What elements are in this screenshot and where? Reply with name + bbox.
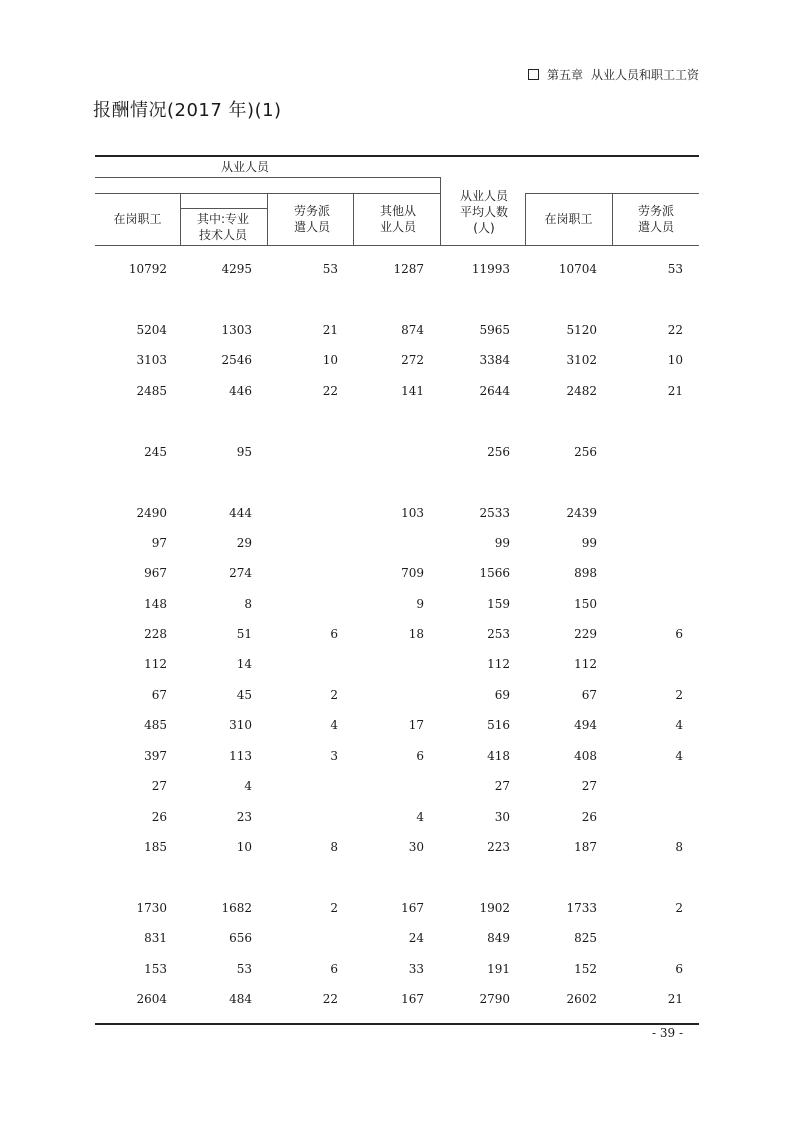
table-row [95, 688, 699, 706]
table-cell: 153 [144, 962, 167, 976]
table-row [95, 962, 699, 980]
table-cell: 1303 [221, 323, 252, 337]
table-cell: 30 [494, 810, 510, 824]
table-cell: 245 [144, 445, 167, 459]
table-cell: 874 [401, 323, 424, 337]
table-cell: 2602 [566, 992, 597, 1006]
table-cell: 6 [330, 627, 338, 641]
table-row [95, 840, 699, 858]
table-cell: 185 [144, 840, 167, 854]
table-cell: 256 [574, 445, 597, 459]
column-divider [353, 193, 354, 245]
table-row [95, 749, 699, 767]
table-cell: 22 [322, 384, 338, 398]
table-cell: 516 [487, 718, 510, 732]
table-cell: 17 [408, 718, 424, 732]
table-cell: 8 [330, 840, 338, 854]
table-row [95, 597, 699, 615]
table-cell: 69 [494, 688, 510, 702]
table-cell: 709 [401, 566, 424, 580]
table-cell: 24 [408, 931, 424, 945]
table-row [95, 384, 699, 402]
table-cell: 167 [401, 901, 424, 915]
running-header [528, 66, 699, 83]
table-cell: 21 [322, 323, 338, 337]
table-cell: 33 [408, 962, 424, 976]
table-cell: 26 [151, 810, 167, 824]
table-top-rule [95, 155, 699, 157]
table-bottom-rule [95, 1023, 699, 1025]
table-cell: 4 [330, 718, 338, 732]
table-cell: 3 [330, 749, 338, 763]
table-cell: 494 [574, 718, 597, 732]
column-header: 其他从 业人员 [379, 204, 416, 234]
table-cell: 45 [236, 688, 252, 702]
table-row [95, 323, 699, 341]
table-cell: 67 [581, 688, 597, 702]
table-cell: 256 [487, 445, 510, 459]
table-cell: 141 [401, 384, 424, 398]
table-cell: 159 [487, 597, 510, 611]
table-cell: 27 [151, 779, 167, 793]
table-cell: 152 [574, 962, 597, 976]
table-cell: 9 [416, 597, 424, 611]
table-cell: 1733 [566, 901, 597, 915]
table-cell: 53 [236, 962, 252, 976]
table-cell: 229 [574, 627, 597, 641]
table-row [95, 566, 699, 584]
table-cell: 2533 [479, 506, 510, 520]
table-cell: 30 [408, 840, 424, 854]
table-cell: 2546 [221, 353, 252, 367]
table-row [95, 536, 699, 554]
section-label: 从业人员和职工工资 [590, 68, 699, 82]
table-cell: 22 [667, 323, 683, 337]
table-cell: 831 [144, 931, 167, 945]
table-cell: 898 [574, 566, 597, 580]
table-cell: 4 [244, 779, 252, 793]
table-cell: 3384 [479, 353, 510, 367]
table-cell: 2439 [566, 506, 597, 520]
table-cell: 6 [675, 962, 683, 976]
column-divider [440, 177, 441, 245]
column-header: 从业人员 平均人数 (人) [459, 188, 508, 235]
table-cell: 27 [581, 779, 597, 793]
table-cell: 1682 [221, 901, 252, 915]
table-cell: 656 [229, 931, 252, 945]
table-cell: 4 [675, 749, 683, 763]
table-cell: 408 [574, 749, 597, 763]
column-header: 劳务派 遣人员 [293, 204, 330, 234]
table-cell: 3102 [566, 353, 597, 367]
table-cell: 29 [236, 536, 252, 550]
table-cell: 6 [675, 627, 683, 641]
table-cell: 2 [330, 901, 338, 915]
table-cell: 8 [244, 597, 252, 611]
table-row [95, 779, 699, 797]
page-title: 报酬情况(2017 年)(1) [93, 100, 282, 121]
table-row [95, 718, 699, 736]
table-cell: 112 [144, 657, 167, 671]
table-row [95, 353, 699, 371]
table-cell: 2644 [479, 384, 510, 398]
table-cell: 10 [667, 353, 683, 367]
table-cell: 310 [229, 718, 252, 732]
column-divider [267, 193, 268, 245]
header-rule [95, 177, 440, 178]
table-cell: 10 [236, 840, 252, 854]
square-icon [528, 69, 539, 80]
table-row [95, 992, 699, 1010]
table-cell: 5120 [566, 323, 597, 337]
table-cell: 5204 [136, 323, 167, 337]
table-cell: 112 [487, 657, 510, 671]
table-cell: 446 [229, 384, 252, 398]
table-cell: 228 [144, 627, 167, 641]
table-row [95, 901, 699, 919]
table-row [95, 506, 699, 524]
column-header: 劳务派 遣人员 [637, 204, 674, 234]
table-cell: 22 [322, 992, 338, 1006]
table-cell: 2 [675, 901, 683, 915]
chapter-label: 第五章 [546, 68, 583, 82]
table-cell: 99 [494, 536, 510, 550]
table-cell: 6 [330, 962, 338, 976]
table-cell: 1287 [393, 262, 424, 276]
table-cell: 99 [581, 536, 597, 550]
table-cell: 10792 [128, 262, 167, 276]
table-cell: 67 [151, 688, 167, 702]
table-cell: 95 [236, 445, 252, 459]
table-cell: 150 [574, 597, 597, 611]
sub-header-rule [180, 208, 267, 209]
table-cell: 4 [416, 810, 424, 824]
table-cell: 21 [667, 384, 683, 398]
table-cell: 1566 [479, 566, 510, 580]
table-row [95, 657, 699, 675]
table-cell: 6 [416, 749, 424, 763]
table-cell: 112 [574, 657, 597, 671]
table-cell: 14 [236, 657, 252, 671]
table-cell: 2485 [136, 384, 167, 398]
table-cell: 187 [574, 840, 597, 854]
table-cell: 825 [574, 931, 597, 945]
table-cell: 5965 [479, 323, 510, 337]
table-cell: 3103 [136, 353, 167, 367]
table-cell: 223 [487, 840, 510, 854]
table-cell: 113 [229, 749, 252, 763]
table-cell: 103 [401, 506, 424, 520]
table-cell: 2604 [136, 992, 167, 1006]
table-cell: 397 [144, 749, 167, 763]
table-cell: 21 [667, 992, 683, 1006]
table-cell: 191 [487, 962, 510, 976]
table-cell: 97 [151, 536, 167, 550]
table-cell: 51 [236, 627, 252, 641]
column-header: 在岗职工 [544, 212, 593, 226]
table-cell: 53 [667, 262, 683, 276]
table-cell: 272 [401, 353, 424, 367]
table-cell: 418 [487, 749, 510, 763]
table-row [95, 810, 699, 828]
header-bottom-rule [95, 245, 699, 246]
table-cell: 2 [675, 688, 683, 702]
table-cell: 8 [675, 840, 683, 854]
table-cell: 4 [675, 718, 683, 732]
table-cell: 10704 [558, 262, 597, 276]
table-cell: 1902 [479, 901, 510, 915]
table-cell: 167 [401, 992, 424, 1006]
column-divider [612, 193, 613, 245]
column-header: 其中:专业 技术人员 [196, 211, 250, 242]
table-cell: 11993 [471, 262, 510, 276]
column-header: 在岗职工 [113, 212, 162, 226]
table-cell: 849 [487, 931, 510, 945]
table-cell: 967 [144, 566, 167, 580]
group-header: 从业人员 [220, 159, 269, 174]
table-cell: 484 [229, 992, 252, 1006]
table-cell: 2482 [566, 384, 597, 398]
table-cell: 23 [236, 810, 252, 824]
table-cell: 274 [229, 566, 252, 580]
table-cell: 2490 [136, 506, 167, 520]
table-cell: 1730 [136, 901, 167, 915]
table-cell: 148 [144, 597, 167, 611]
table-cell: 2790 [479, 992, 510, 1006]
table-row [95, 931, 699, 949]
table-cell: 26 [581, 810, 597, 824]
table-row [95, 627, 699, 645]
table-row [95, 262, 699, 280]
page-number: - 39 - [651, 1026, 683, 1040]
table-row [95, 445, 699, 463]
table-cell: 253 [487, 627, 510, 641]
table-cell: 27 [494, 779, 510, 793]
table-cell: 53 [322, 262, 338, 276]
table-cell: 18 [408, 627, 424, 641]
table-cell: 444 [229, 506, 252, 520]
column-divider [180, 193, 181, 245]
table-cell: 10 [322, 353, 338, 367]
table-cell: 4295 [221, 262, 252, 276]
table-cell: 2 [330, 688, 338, 702]
table-cell: 485 [144, 718, 167, 732]
